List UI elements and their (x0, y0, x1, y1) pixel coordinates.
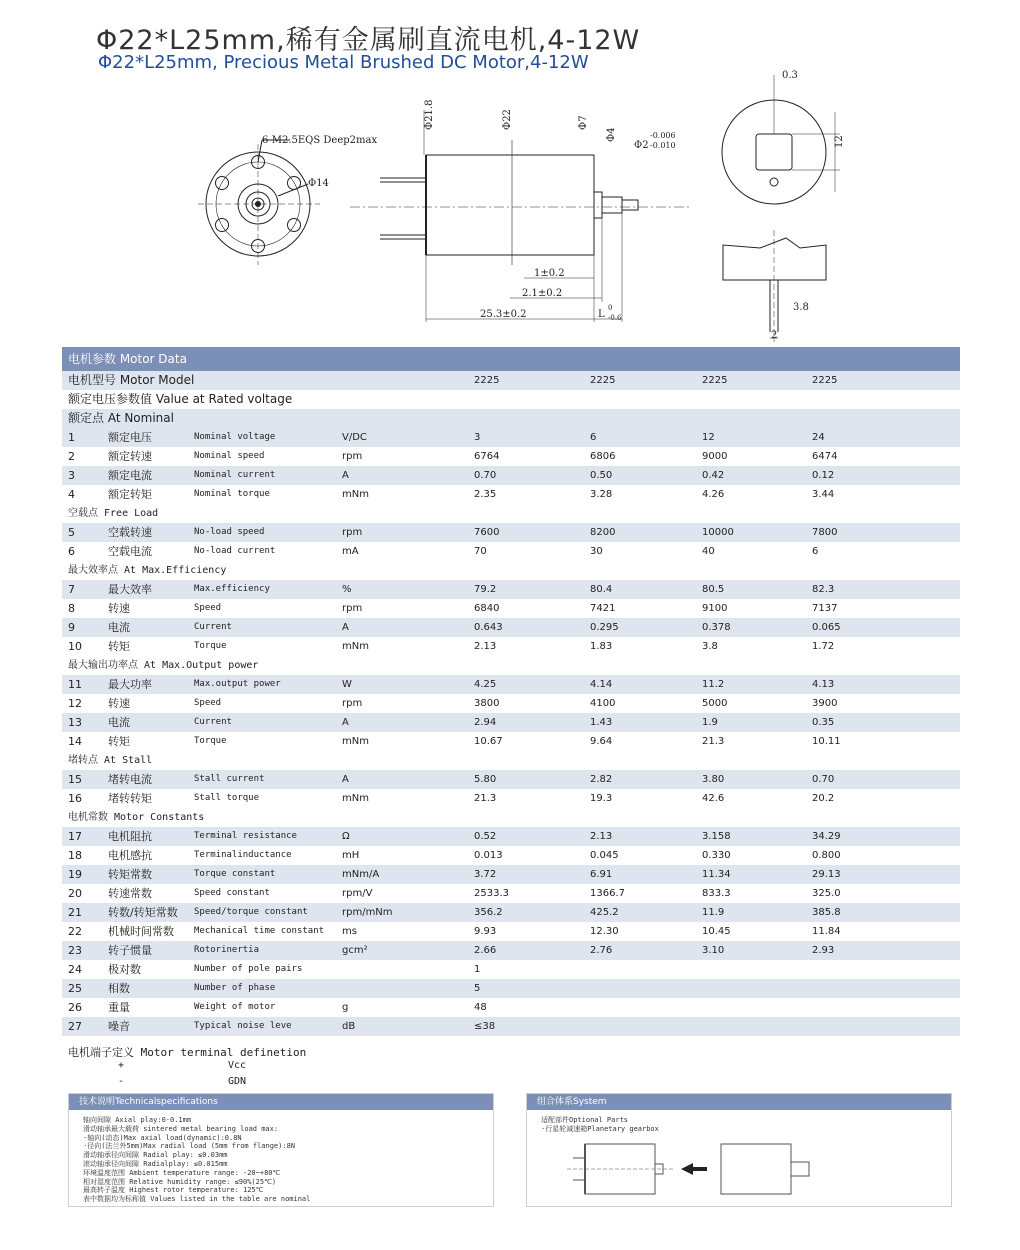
model-row (62, 371, 960, 390)
row-value-1: 0.643 (474, 622, 503, 633)
row-value-1: 48 (474, 1002, 487, 1013)
table-row (62, 523, 960, 542)
row-value-1: 2.13 (474, 641, 497, 652)
row-unit: mA (342, 546, 359, 557)
table-row (62, 979, 960, 998)
table-row (62, 485, 960, 504)
model-2: 2225 (590, 375, 616, 386)
row-value-1: 7600 (474, 527, 500, 538)
terminal-minus: - (118, 1076, 125, 1087)
row-unit: mNm (342, 736, 369, 747)
table-row (62, 827, 960, 846)
row-label-cn: 空载电流 (108, 545, 152, 558)
tech-line: ·径向(法兰外5mm)Max radial load (5mm from flange):8N (83, 1142, 296, 1151)
row-value-2: 4.14 (590, 679, 613, 690)
row-label-en: Stall current (194, 774, 265, 784)
row-value-3: 0.378 (702, 622, 731, 633)
row-value-3: 80.5 (702, 584, 725, 595)
table-row (62, 447, 960, 466)
row-number: 13 (68, 716, 82, 729)
table-row (62, 713, 960, 732)
label-dim-L-tol-top: 0 (608, 304, 613, 312)
table-row (62, 922, 960, 941)
row-unit: rpm (342, 527, 363, 538)
label-dia21-8: Φ21.8 (424, 99, 435, 130)
row-label-en: No-load current (194, 546, 276, 556)
row-unit: dB (342, 1021, 356, 1032)
row-value-1: 1 (474, 964, 481, 975)
label-dim-25-3: 25.3±0.2 (480, 309, 527, 320)
row-value-3: 9000 (702, 451, 728, 462)
row-unit: A (342, 622, 349, 633)
row-value-4: 4.13 (812, 679, 835, 690)
row-unit: V/DC (342, 432, 367, 443)
tech-panel (68, 1093, 494, 1207)
label-dia2-tol-top: -0.006 (650, 131, 676, 140)
row-value-1: 356.2 (474, 907, 503, 918)
row-unit: W (342, 679, 352, 690)
label-dia4: Φ4 (606, 127, 617, 142)
row-label-en: Rotorinertia (194, 945, 260, 955)
row-label-cn: 堵转电流 (108, 773, 152, 786)
row-label-cn: 电流 (108, 621, 130, 634)
terminal-plus: + (118, 1060, 125, 1071)
row-value-2: 425.2 (590, 907, 619, 918)
row-number: 14 (68, 735, 82, 748)
model-3: 2225 (702, 375, 728, 386)
row-value-1: 6840 (474, 603, 500, 614)
row-label-cn: 转速 (108, 602, 130, 615)
row-value-3: 3.158 (702, 831, 731, 842)
row-value-4: 3900 (812, 698, 838, 709)
row-label-en: Number of pole pairs (194, 964, 303, 974)
row-value-4: 20.2 (812, 793, 835, 804)
row-value-3: 1.9 (702, 717, 718, 728)
row-value-3: 3.8 (702, 641, 718, 652)
table-row (62, 789, 960, 808)
label-dia2: Φ2 (634, 140, 649, 151)
row-number: 17 (68, 830, 82, 843)
terminal-title: 电机端子定义 Motor terminal definetion (68, 1046, 307, 1059)
row-value-4: 10.11 (812, 736, 841, 747)
row-value-3: 0.330 (702, 850, 731, 861)
rated-label: 额定电压参数值 Value at Rated voltage (68, 392, 293, 406)
table-row (62, 960, 960, 979)
row-value-2: 7421 (590, 603, 616, 614)
row-value-2: 2.76 (590, 945, 613, 956)
row-value-3: 3.80 (702, 774, 725, 785)
label-dim-0-3: 0.3 (782, 70, 798, 81)
system-line1: 适配部件Optional Parts (541, 1116, 629, 1124)
row-value-1: 0.52 (474, 831, 497, 842)
row-number: 6 (68, 545, 75, 558)
row-number: 8 (68, 602, 75, 615)
row-value-1: ≤38 (474, 1021, 496, 1032)
tech-line: 表中数据均为标称值 Values listed in the table are nominal (83, 1195, 311, 1204)
row-number: 12 (68, 697, 82, 710)
model-4: 2225 (812, 375, 838, 386)
row-unit: rpm (342, 603, 363, 614)
label-dia2-tol-bottom: -0.010 (650, 141, 676, 150)
row-value-1: 2.66 (474, 945, 497, 956)
row-number: 22 (68, 925, 82, 938)
row-value-3: 12 (702, 432, 715, 443)
table-row (62, 884, 960, 903)
row-label-cn: 机械时间常数 (108, 925, 174, 938)
row-number: 15 (68, 773, 82, 786)
row-label-cn: 额定电流 (108, 469, 152, 482)
row-unit: mNm/A (342, 869, 380, 880)
row-number: 24 (68, 963, 82, 976)
row-label-cn: 转数/转矩常数 (108, 906, 178, 919)
row-value-2: 6806 (590, 451, 616, 462)
section-free (62, 504, 960, 523)
row-unit: g (342, 1002, 349, 1013)
row-value-2: 6.91 (590, 869, 613, 880)
table-row (62, 941, 960, 960)
tech-lines (83, 1116, 310, 1204)
table-row (62, 637, 960, 656)
row-value-4: 82.3 (812, 584, 835, 595)
row-unit: rpm/mNm (342, 907, 393, 918)
title-en: Φ22*L25mm, Precious Metal Brushed DC Motor,4-12W (98, 52, 589, 73)
row-value-4: 7137 (812, 603, 838, 614)
system-diagram (547, 1138, 847, 1198)
motor-data-table (62, 347, 960, 1036)
row-unit: rpm (342, 451, 363, 462)
row-unit: mH (342, 850, 360, 861)
row-label-en: Speed constant (194, 888, 270, 898)
row-number: 18 (68, 849, 82, 862)
row-value-1: 21.3 (474, 793, 497, 804)
row-unit: A (342, 774, 349, 785)
row-number: 16 (68, 792, 82, 805)
row-label-cn: 转矩常数 (108, 868, 152, 881)
row-label-cn: 电机感抗 (108, 849, 152, 862)
row-number: 23 (68, 944, 82, 957)
table-header: 电机参数 Motor Data (62, 347, 960, 371)
row-label-en: Mechanical time constant (194, 926, 325, 936)
row-label-en: Torque constant (194, 869, 276, 879)
row-number: 2 (68, 450, 75, 463)
row-label-cn: 电机阻抗 (108, 830, 152, 843)
row-unit: Ω (342, 831, 350, 842)
row-value-2: 12.30 (590, 926, 619, 937)
row-value-1: 5.80 (474, 774, 497, 785)
row-label-cn: 空载转速 (108, 526, 152, 539)
row-value-1: 2.35 (474, 489, 497, 500)
row-value-1: 2533.3 (474, 888, 509, 899)
table-row (62, 542, 960, 561)
row-label-cn: 转速 (108, 697, 130, 710)
row-value-3: 10.45 (702, 926, 731, 937)
table-row (62, 675, 960, 694)
row-label-cn: 转速常数 (108, 887, 152, 900)
row-label-en: Nominal torque (194, 489, 270, 499)
row-value-3: 3.10 (702, 945, 725, 956)
table-row (62, 865, 960, 884)
row-value-1: 70 (474, 546, 487, 557)
label-dim-2: 2 (771, 330, 778, 341)
row-value-1: 0.013 (474, 850, 503, 861)
label-holes: 6-M2.5EQS Deep2max (262, 135, 378, 146)
row-label-en: Speed/torque constant (194, 907, 308, 917)
row-number: 3 (68, 469, 75, 482)
row-value-1: 3800 (474, 698, 500, 709)
row-value-4: 6474 (812, 451, 838, 462)
section-power (62, 656, 960, 675)
row-label-en: Number of phase (194, 983, 276, 993)
row-value-4: 0.065 (812, 622, 841, 633)
tech-line: 滚动轴承径向间隙 Radialplay: ≤0.015mm (83, 1159, 228, 1168)
tech-line: ·轴向(动态)Max axial load(dynamic):0.8N (83, 1133, 242, 1142)
row-unit: gcm² (342, 945, 368, 956)
row-label-en: Speed (194, 603, 222, 613)
row-label-cn: 堵转转矩 (108, 792, 152, 805)
row-unit: mNm (342, 793, 369, 804)
row-label-en: Nominal current (194, 470, 276, 480)
table-row (62, 1017, 960, 1036)
row-unit: rpm (342, 698, 363, 709)
row-label-en: Torque (194, 641, 227, 651)
row-label-en: Max.output power (194, 679, 281, 689)
row-value-2: 2.82 (590, 774, 613, 785)
row-value-4: 0.800 (812, 850, 841, 861)
eff-label: 最大效率点 At Max.Efficiency (68, 565, 227, 576)
row-value-4: 0.12 (812, 470, 835, 481)
row-value-3: 4.26 (702, 489, 725, 500)
arrow-icon (681, 1163, 707, 1175)
system-panel (526, 1093, 952, 1207)
row-value-3: 42.6 (702, 793, 725, 804)
row-value-3: 11.2 (702, 679, 725, 690)
row-value-3: 0.42 (702, 470, 725, 481)
row-number: 27 (68, 1020, 82, 1033)
tech-line: 滑动轴承最大载荷 sintered metal bearing load max: (83, 1124, 279, 1133)
table-row (62, 428, 960, 447)
tech-line: 环境温度范围 Ambient temperature range: -20~+80℃ (83, 1168, 281, 1177)
label-dim-3-8: 3.8 (793, 302, 809, 313)
row-value-3: 833.3 (702, 888, 731, 899)
tech-line: 轴向间隙 Axial play:0-0.1mm (83, 1116, 192, 1124)
row-value-4: 2.93 (812, 945, 835, 956)
label-dim-L-tol-bottom: -0.6 (608, 314, 622, 322)
row-label-cn: 最大功率 (108, 678, 152, 691)
row-number: 11 (68, 678, 82, 691)
table-row (62, 903, 960, 922)
row-number: 10 (68, 640, 82, 653)
row-label-en: Max.efficiency (194, 584, 270, 594)
terminal-minus-val: GDN (228, 1076, 247, 1087)
tech-line: 最高转子温度 Highest rotor temperature: 125℃ (83, 1186, 264, 1195)
label-dim-L: L (598, 309, 605, 320)
end-view (722, 75, 840, 342)
row-value-1: 6764 (474, 451, 500, 462)
row-value-4: 0.70 (812, 774, 835, 785)
tech-header: 技术说明Technicalspecifications (69, 1094, 493, 1110)
free-label: 空载点 Free Load (68, 508, 159, 519)
row-value-3: 21.3 (702, 736, 725, 747)
row-value-4: 385.8 (812, 907, 841, 918)
row-value-1: 4.25 (474, 679, 497, 690)
row-label-cn: 最大效率 (108, 583, 152, 596)
title-cn: Φ22*L25mm,稀有金属刷直流电机,4-12W (96, 25, 641, 56)
table-row (62, 618, 960, 637)
section-const (62, 808, 960, 827)
row-label-cn: 相数 (108, 982, 130, 995)
row-value-1: 79.2 (474, 584, 497, 595)
row-number: 21 (68, 906, 82, 919)
power-label: 最大输出功率点 At Max.Output power (68, 660, 259, 671)
row-value-1: 2.94 (474, 717, 497, 728)
tech-line: 相对湿度范围 Relative humidity range: ≤90%(25℃) (83, 1177, 277, 1186)
row-label-cn: 转矩 (108, 735, 130, 748)
table-row (62, 580, 960, 599)
row-label-cn: 极对数 (108, 963, 141, 976)
row-label-en: Torque (194, 736, 227, 746)
technical-drawing (190, 70, 870, 350)
row-value-2: 8200 (590, 527, 616, 538)
row-number: 7 (68, 583, 75, 596)
row-value-3: 11.9 (702, 907, 725, 918)
row-value-2: 19.3 (590, 793, 613, 804)
row-unit: ms (342, 926, 357, 937)
row-value-2: 1.43 (590, 717, 613, 728)
row-value-2: 80.4 (590, 584, 613, 595)
row-label-cn: 重量 (108, 1001, 130, 1014)
row-unit: mNm (342, 489, 369, 500)
row-value-4: 7800 (812, 527, 838, 538)
row-value-2: 2.13 (590, 831, 613, 842)
row-value-2: 30 (590, 546, 603, 557)
row-label-cn: 转子惯量 (108, 944, 152, 957)
row-value-2: 0.50 (590, 470, 613, 481)
row-value-2: 1366.7 (590, 888, 625, 899)
row-label-en: No-load speed (194, 527, 265, 537)
terminal-plus-val: Vcc (228, 1060, 247, 1071)
row-number: 19 (68, 868, 82, 881)
row-label-en: Current (194, 717, 232, 727)
row-value-1: 10.67 (474, 736, 503, 747)
nominal-row (62, 409, 960, 428)
row-value-1: 5 (474, 983, 481, 994)
row-value-2: 3.28 (590, 489, 613, 500)
label-dim-1: 1±0.2 (534, 268, 565, 279)
model-label: 电机型号 Motor Model (68, 373, 195, 387)
row-unit: rpm/V (342, 888, 373, 899)
front-view (198, 140, 320, 265)
table-row (62, 846, 960, 865)
row-value-1: 3 (474, 432, 481, 443)
row-value-4: 24 (812, 432, 825, 443)
tech-line: 滑动轴承径向间隙 Radial play: ≤0.03mm (83, 1151, 228, 1160)
row-label-en: Nominal speed (194, 451, 265, 461)
row-unit: % (342, 584, 352, 595)
system-line2: ·行星轮减速箱Planetary gearbox (541, 1125, 659, 1133)
row-number: 5 (68, 526, 75, 539)
section-stall (62, 751, 960, 770)
row-value-4: 0.35 (812, 717, 835, 728)
table-row (62, 770, 960, 789)
stall-label: 堵转点 At Stall (68, 755, 153, 766)
label-dim-2-1: 2.1±0.2 (522, 288, 563, 299)
row-value-2: 6 (590, 432, 597, 443)
row-value-4: 325.0 (812, 888, 841, 899)
row-value-2: 0.045 (590, 850, 619, 861)
row-unit: mNm (342, 641, 369, 652)
row-label-cn: 额定转矩 (108, 488, 152, 501)
const-label: 电机常数 Motor Constants (68, 812, 205, 823)
row-value-4: 3.44 (812, 489, 835, 500)
label-dia14: Φ14 (308, 178, 329, 189)
row-label-cn: 电流 (108, 716, 130, 729)
nominal-label: 额定点 At Nominal (68, 411, 174, 425)
row-number: 4 (68, 488, 75, 501)
row-value-2: 0.295 (590, 622, 619, 633)
row-label-en: Nominal voltage (194, 432, 276, 442)
row-value-3: 40 (702, 546, 715, 557)
model-1: 2225 (474, 375, 500, 386)
row-label-cn: 转矩 (108, 640, 130, 653)
system-header: 组合体系System (527, 1094, 951, 1110)
table-row (62, 732, 960, 751)
label-dia7: Φ7 (578, 115, 589, 130)
row-value-3: 11.34 (702, 869, 731, 880)
row-value-4: 6 (812, 546, 819, 557)
label-dim-12: 12 (834, 135, 845, 148)
row-number: 1 (68, 431, 75, 444)
row-number: 20 (68, 887, 82, 900)
row-label-en: Typical noise leve (194, 1021, 292, 1031)
row-label-en: Terminalinductance (194, 850, 292, 860)
row-label-en: Speed (194, 698, 222, 708)
row-label-cn: 额定转速 (108, 450, 152, 463)
row-value-2: 4100 (590, 698, 616, 709)
row-value-3: 5000 (702, 698, 728, 709)
row-value-4: 34.29 (812, 831, 841, 842)
row-label-en: Current (194, 622, 232, 632)
row-value-1: 3.72 (474, 869, 497, 880)
row-number: 25 (68, 982, 82, 995)
table-row (62, 599, 960, 618)
table-row (62, 694, 960, 713)
row-value-1: 9.93 (474, 926, 497, 937)
row-value-2: 1.83 (590, 641, 613, 652)
row-value-1: 0.70 (474, 470, 497, 481)
row-unit: A (342, 717, 349, 728)
row-value-4: 11.84 (812, 926, 841, 937)
row-value-4: 1.72 (812, 641, 835, 652)
row-value-3: 9100 (702, 603, 728, 614)
row-value-2: 9.64 (590, 736, 613, 747)
row-label-en: Terminal resistance (194, 831, 297, 841)
table-row (62, 998, 960, 1017)
row-label-en: Weight of motor (194, 1002, 276, 1012)
row-label-en: Stall torque (194, 793, 260, 803)
row-unit: A (342, 470, 349, 481)
table-row (62, 466, 960, 485)
section-eff (62, 561, 960, 580)
row-number: 9 (68, 621, 75, 634)
row-value-3: 10000 (702, 527, 734, 538)
row-value-4: 29.13 (812, 869, 841, 880)
row-label-cn: 额定电压 (108, 431, 152, 444)
rated-row (62, 390, 960, 409)
row-number: 26 (68, 1001, 82, 1014)
row-label-cn: 噪音 (108, 1020, 130, 1033)
label-dia22: Φ22 (502, 109, 513, 130)
